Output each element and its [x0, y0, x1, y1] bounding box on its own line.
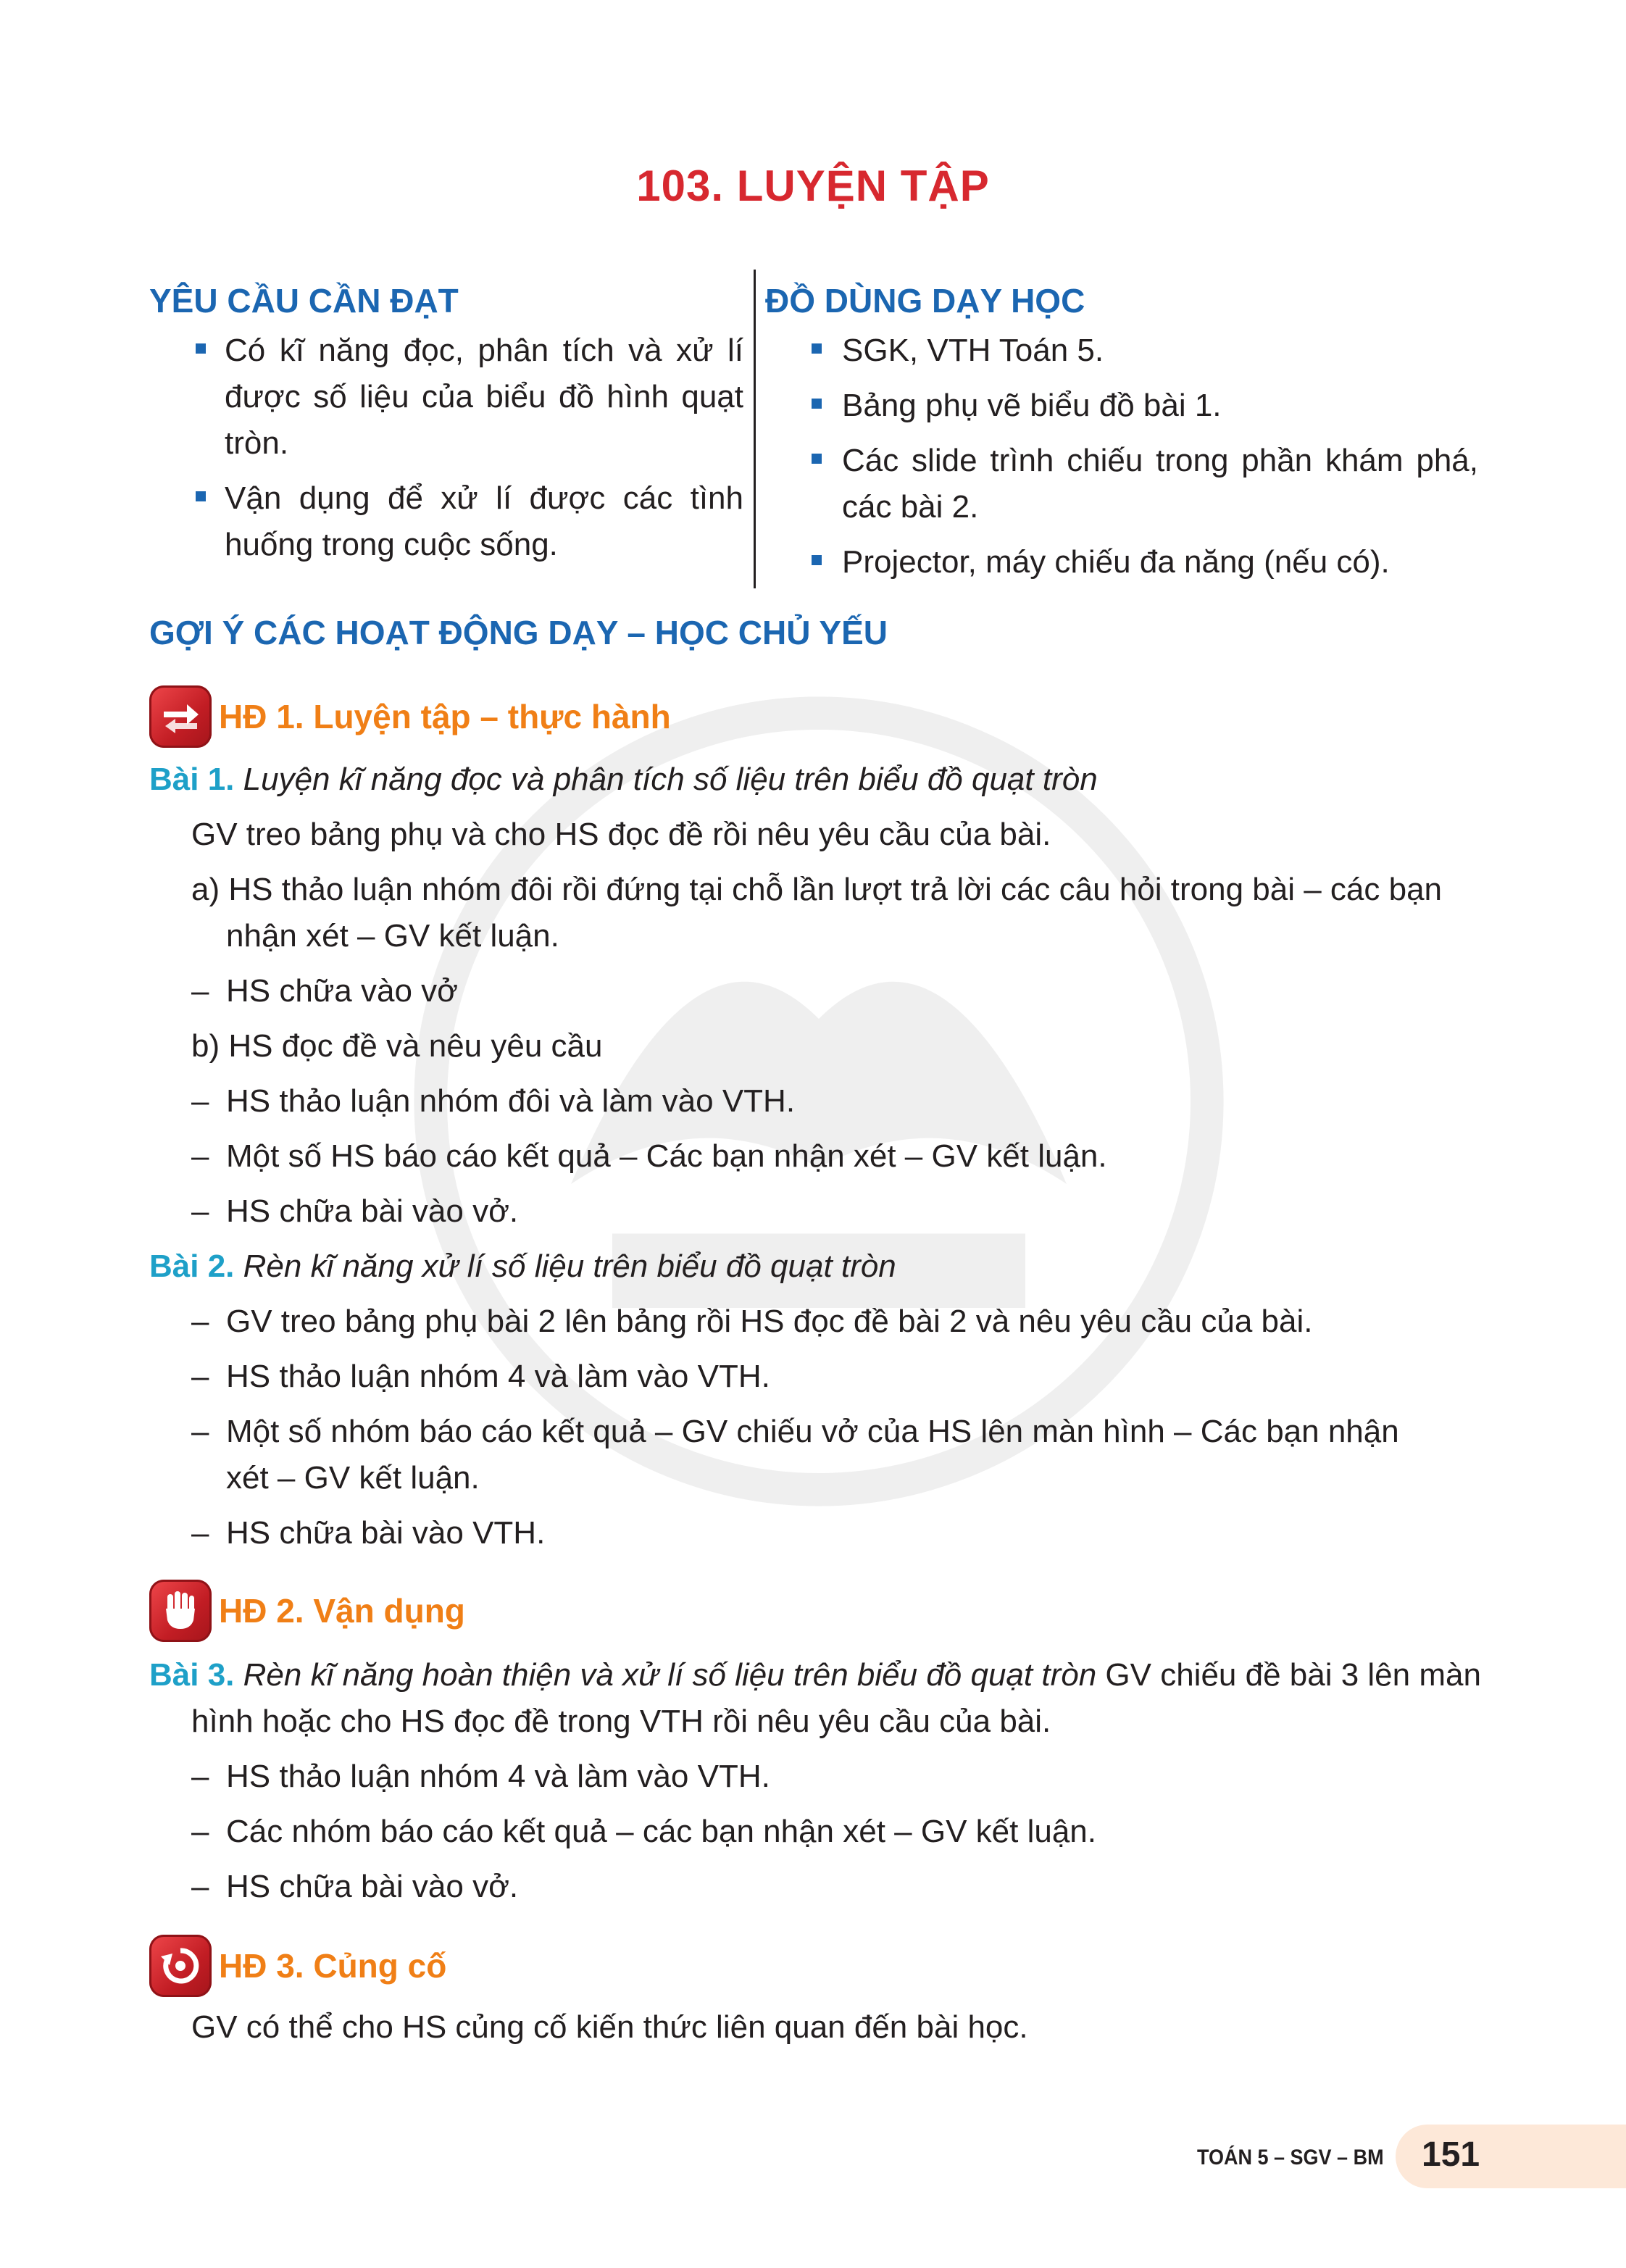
bai3-text: GV chiếu đề bài 3 lên màn — [1096, 1657, 1481, 1693]
hd3-label: HĐ 3. Củng cố — [219, 1947, 447, 1985]
footer-book-title: TOÁN 5 – SGV – BM — [1197, 2146, 1384, 2169]
requirement-item: Vận dụng để xử lí được các tình huống trong cuộc sống. — [149, 475, 743, 568]
requirements-section — [149, 277, 743, 577]
bai2-dash: GV treo bảng phụ bài 2 lên bảng rồi HS đọc đề bài 2 và nêu yêu cầu của bài. — [226, 1304, 1313, 1339]
requirement-item: Có kĩ năng đọc, phân tích và xử lí được số liệu của biểu đồ hình quạt tròn. — [149, 328, 743, 467]
bai3-subtitle: Rèn kĩ năng hoàn thiện và xử lí số liệu trên biểu đồ quạt tròn — [243, 1657, 1097, 1693]
bai3-text-line2: hình hoặc cho HS đọc đề trong VTH rồi nêu yêu cầu của bài. — [191, 1704, 1051, 1739]
dash-symbol: – — [191, 1083, 209, 1119]
dash-symbol: – — [191, 1138, 209, 1174]
bai2-dash-cont: xét – GV kết luận. — [226, 1460, 480, 1496]
hd2-label: HĐ 2. Vận dụng — [219, 1592, 465, 1630]
fist-icon — [149, 1580, 212, 1642]
hd3-header — [149, 1935, 446, 1997]
bai2-dash: HS thảo luận nhóm 4 và làm vào VTH. — [226, 1359, 770, 1394]
requirements-heading: YÊU CẦU CẦN ĐẠT — [149, 282, 459, 320]
materials-heading: ĐỒ DÙNG DẠY HỌC — [765, 282, 1085, 320]
bai1-a-dash: HS chữa vào vở — [226, 973, 458, 1009]
bai1-a-line2: nhận xét – GV kết luận. — [226, 918, 559, 954]
bai2-line — [149, 1243, 896, 1290]
activities-heading: GỢI Ý CÁC HOẠT ĐỘNG DẠY – HỌC CHỦ YẾU — [149, 614, 888, 651]
bai1-subtitle: Luyện kĩ năng đọc và phân tích số liệu trên biểu đồ quạt tròn — [243, 762, 1098, 797]
hd2-header — [149, 1580, 465, 1642]
dash-symbol: – — [191, 1759, 209, 1794]
bai2-dash: Một số nhóm báo cáo kết quả – GV chiếu vở của HS lên màn hình – Các bạn nhận — [226, 1414, 1399, 1449]
dash-symbol: – — [191, 1193, 209, 1229]
material-item: Bảng phụ vẽ biểu đồ bài 1. — [765, 383, 1478, 429]
dash-symbol: – — [191, 1869, 209, 1904]
page-number: 151 — [1422, 2135, 1480, 2174]
hd1-label: HĐ 1. Luyện tập – thực hành — [219, 698, 671, 735]
bai1-a-line1: a) HS thảo luận nhóm đôi rồi đứng tại chỗ lần lượt trả lời các câu hỏi trong bài – các bạn — [191, 872, 1443, 907]
hd1-header — [149, 685, 671, 748]
bai3-line — [149, 1652, 1481, 1698]
dash-symbol: – — [191, 1814, 209, 1849]
bai3-label: Bài 3. — [149, 1657, 235, 1693]
bai3-dash: HS chữa bài vào vở. — [226, 1869, 519, 1904]
material-item: SGK, VTH Toán 5. — [765, 328, 1478, 374]
bai2-dash: HS chữa bài vào VTH. — [226, 1515, 546, 1551]
bai1-intro: GV treo bảng phụ và cho HS đọc đề rồi nêu yêu cầu của bài. — [191, 817, 1051, 852]
material-item: Các slide trình chiếu trong phần khám phá, các bài 2. — [765, 438, 1478, 530]
dash-symbol: – — [191, 1359, 209, 1394]
materials-section — [765, 277, 1478, 594]
bai1-b-dash: Một số HS báo cáo kết quả – Các bạn nhận xét – GV kết luận. — [226, 1138, 1107, 1174]
dash-symbol: – — [191, 1304, 209, 1339]
page-title: 103. LUYỆN TẬP — [636, 162, 990, 210]
material-item: Projector, máy chiếu đa năng (nếu có). — [765, 539, 1478, 585]
bai1-b-line: b) HS đọc đề và nêu yêu cầu — [191, 1028, 603, 1064]
dash-symbol: – — [191, 1515, 209, 1551]
bai2-subtitle: Rèn kĩ năng xử lí số liệu trên biểu đồ quạt tròn — [243, 1248, 896, 1284]
refresh-cycle-icon — [149, 1935, 212, 1997]
dash-symbol: – — [191, 1414, 209, 1449]
column-divider — [754, 270, 756, 588]
hd3-text: GV có thể cho HS củng cố kiến thức liên quan đến bài học. — [191, 2009, 1028, 2045]
bai3-dash: HS thảo luận nhóm 4 và làm vào VTH. — [226, 1759, 770, 1794]
bai1-b-dash: HS chữa bài vào vở. — [226, 1193, 519, 1229]
exchange-arrows-icon — [149, 685, 212, 748]
bai1-b-dash: HS thảo luận nhóm đôi và làm vào VTH. — [226, 1083, 796, 1119]
bai1-label: Bài 1. — [149, 762, 235, 797]
bai3-dash: Các nhóm báo cáo kết quả – các bạn nhận xét – GV kết luận. — [226, 1814, 1096, 1849]
bai2-label: Bài 2. — [149, 1248, 235, 1284]
dash-symbol: – — [191, 973, 209, 1009]
bai1-line — [149, 756, 1098, 803]
